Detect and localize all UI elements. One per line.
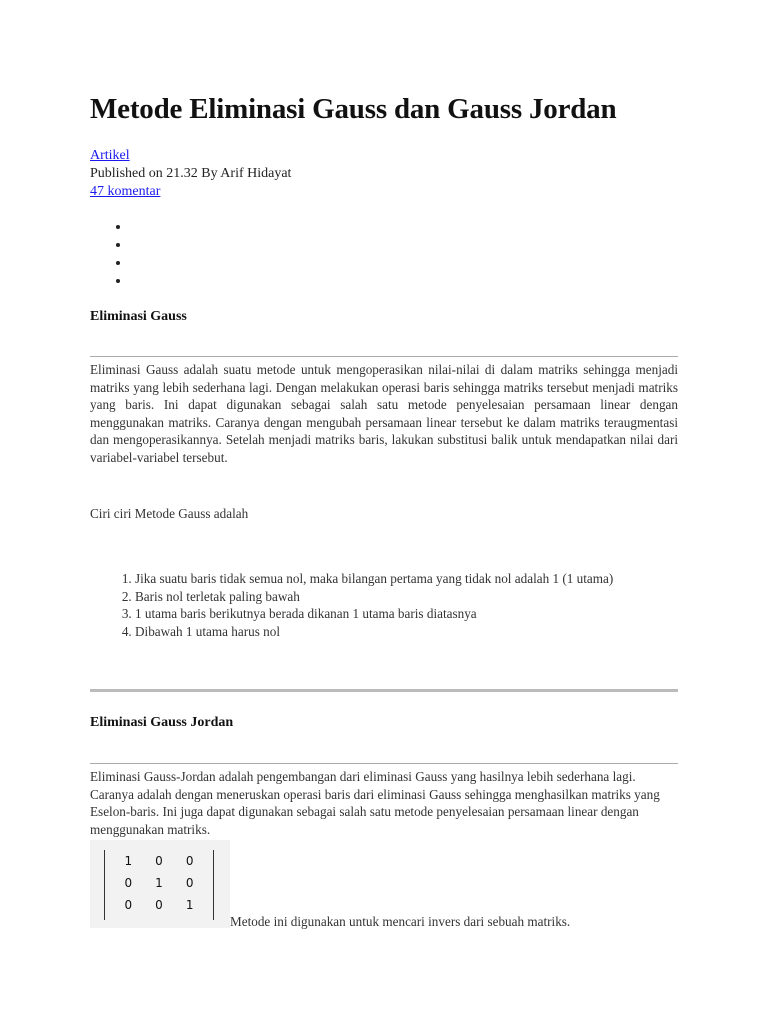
identity-matrix [104,850,214,920]
section-heading-gauss: Eliminasi Gauss [90,309,187,324]
section-heading-gauss-jordan: Eliminasi Gauss Jordan [90,715,234,730]
published-info: Published on 21.32 By Arif Hidayat [90,166,292,181]
list-item: 2. Baris nol terletak paling bawah [135,588,695,606]
matrix-cell: 0 [185,854,194,868]
list-item: 4. Dibawah 1 utama harus nol [135,623,695,641]
identity-matrix-image [90,840,230,928]
matrix-row [105,873,213,894]
matrix-cell: 0 [124,898,133,912]
gauss-intro: Ciri ciri Metode Gauss adalah [90,506,249,521]
matrix-row [105,895,213,916]
list-item: 3. 1 utama baris berikutnya berada dikanan 1 utama baris diatasnya [135,605,695,623]
share-list [90,218,130,290]
gauss-criteria-list [90,570,695,640]
section-divider [90,356,678,357]
matrix-cell: 1 [155,876,163,890]
page-title: Metode Eliminasi Gauss dan Gauss Jordan [90,93,617,125]
comments-link[interactable]: 47 komentar [90,184,161,199]
post-meta [90,147,291,201]
gauss-jordan-paragraph: Eliminasi Gauss-Jordan adalah pengembangan dari eliminasi Gauss yang hasilnya lebih sederhana lagi. Caranya adalah dengan meneruskan operasi baris dari eliminasi Gauss sehingga menghasilkan matriks yang Eselon-baris. Ini juga dapat digunakan sebagai salah satu metode penyelesaian persamaan linear dengan menggunakan matriks. [90,769,660,837]
section-divider [90,763,678,764]
matrix-cell: 0 [124,876,133,890]
matrix-cell: 1 [185,898,194,912]
list-item: 1. Jika suatu baris tidak semua nol, maka bilangan pertama yang tidak nol adalah 1 (1 utama) [135,570,695,588]
matrix-cell: 0 [185,876,194,890]
matrix-row [105,851,213,872]
matrix-caption: Metode ini digunakan untuk mencari invers dari sebuah matriks. [230,914,571,929]
section-divider-thick [90,689,678,692]
category-link[interactable]: Artikel [90,148,130,163]
matrix-cell: 0 [155,898,163,912]
matrix-cell: 0 [155,854,163,868]
gauss-paragraph: Eliminasi Gauss adalah suatu metode untuk mengoperasikan nilai-nilai di dalam matriks sehingga menjadi matriks yang lebih sederhana lagi. Dengan melakukan operasi baris sehingga matriks tersebut menjadi matriks yang baris. Ini dapat digunakan sebagai salah satu metode penyelesaian persamaan linear dengan menggunakan matriks. Caranya dengan mengubah persamaan linear tersebut ke dalam matriks teraugmentasi dan mengoperasikannya. Setelah menjadi matriks baris, lakukan substitusi balik untuk mendapatkan nilai dari variabel-variabel tersebut. [90,362,678,465]
matrix-cell: 1 [124,854,133,868]
